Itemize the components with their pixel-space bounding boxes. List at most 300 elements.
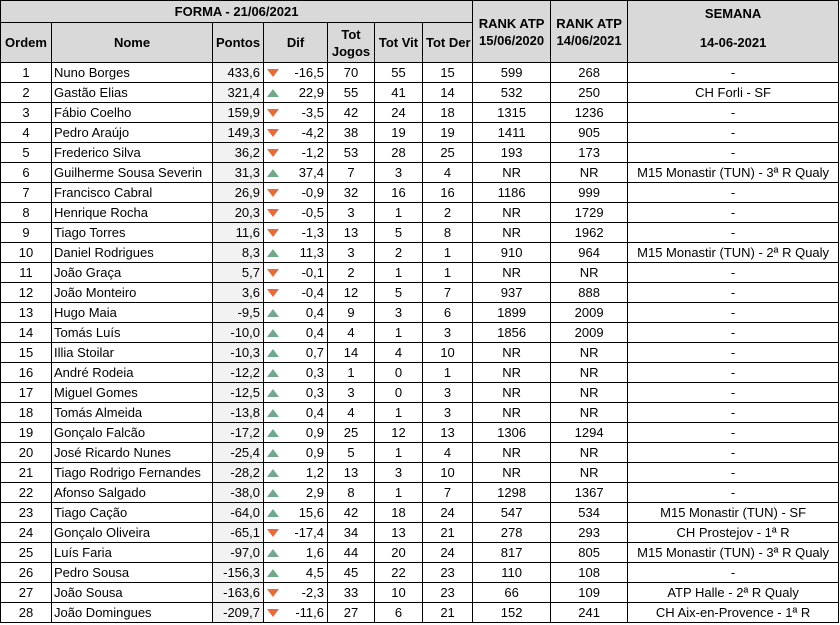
cell-pontos: -65,1 <box>213 523 264 543</box>
dif-value: 0,4 <box>305 324 324 340</box>
cell-tot-jogos: 53 <box>328 143 375 163</box>
table-row[interactable] <box>1 63 839 83</box>
cell-tot-der: 19 <box>423 123 473 143</box>
cell-rank-2020: 152 <box>473 603 551 623</box>
table-title: FORMA - 21/06/2021 <box>1 1 473 23</box>
cell-semana: - <box>628 423 839 443</box>
dif-value: -11,6 <box>295 604 324 620</box>
cell-dif <box>264 363 328 383</box>
cell-pontos: -12,2 <box>213 363 264 383</box>
cell-nome: Luís Faria <box>52 543 213 563</box>
cell-tot-der: 24 <box>423 543 473 563</box>
cell-ordem: 8 <box>1 203 52 223</box>
table-row[interactable] <box>1 143 839 163</box>
cell-tot-vit: 0 <box>375 383 423 403</box>
cell-rank-2021: NR <box>551 363 628 383</box>
cell-tot-vit: 20 <box>375 543 423 563</box>
cell-nome: João Monteiro <box>52 283 213 303</box>
cell-tot-der: 7 <box>423 283 473 303</box>
cell-rank-2020: 1899 <box>473 303 551 323</box>
cell-pontos: 26,9 <box>213 183 264 203</box>
cell-nome: Frederico Silva <box>52 143 213 163</box>
cell-rank-2021: 109 <box>551 583 628 603</box>
header-tot-jogos[interactable] <box>328 23 375 63</box>
cell-rank-2020: NR <box>473 203 551 223</box>
dif-value: 0,3 <box>305 384 324 400</box>
trend-up-icon <box>267 389 279 397</box>
cell-rank-2020: NR <box>473 383 551 403</box>
cell-rank-2020: 66 <box>473 583 551 603</box>
dif-wrapper <box>264 444 324 462</box>
cell-nome: Gonçalo Falcão <box>52 423 213 443</box>
cell-tot-der: 23 <box>423 583 473 603</box>
cell-rank-2020: 1856 <box>473 323 551 343</box>
trend-down-icon <box>267 269 279 277</box>
dif-wrapper <box>264 584 324 602</box>
dif-value: 0,9 <box>305 424 324 440</box>
cell-tot-der: 1 <box>423 243 473 263</box>
cell-tot-der: 10 <box>423 463 473 483</box>
dif-value: 0,4 <box>305 404 324 420</box>
cell-semana: - <box>628 143 839 163</box>
cell-dif <box>264 303 328 323</box>
dif-value: 2,9 <box>305 484 324 500</box>
dif-wrapper <box>264 324 324 342</box>
cell-dif <box>264 163 328 183</box>
dif-wrapper <box>264 344 324 362</box>
cell-rank-2020: 937 <box>473 283 551 303</box>
trend-up-icon <box>267 509 279 517</box>
cell-dif <box>264 283 328 303</box>
cell-nome: José Ricardo Nunes <box>52 443 213 463</box>
cell-tot-jogos: 32 <box>328 183 375 203</box>
dif-value: -3,5 <box>301 104 324 120</box>
trend-down-icon <box>267 229 279 237</box>
cell-tot-jogos: 13 <box>328 463 375 483</box>
dif-value: -4,2 <box>301 124 324 140</box>
dif-wrapper <box>264 364 324 382</box>
header-rank-atp-2021[interactable] <box>551 1 628 63</box>
table-row[interactable] <box>1 303 839 323</box>
cell-rank-2020: 278 <box>473 523 551 543</box>
table-row[interactable] <box>1 203 839 223</box>
table-row[interactable] <box>1 423 839 443</box>
cell-tot-jogos: 45 <box>328 563 375 583</box>
dif-value: -0,4 <box>301 284 324 300</box>
dif-value: 22,9 <box>298 84 324 100</box>
cell-tot-vit: 6 <box>375 603 423 623</box>
cell-tot-vit: 0 <box>375 363 423 383</box>
dif-value: -0,1 <box>301 264 324 280</box>
table-row[interactable] <box>1 263 839 283</box>
cell-dif <box>264 243 328 263</box>
dif-value: -1,2 <box>301 144 324 160</box>
cell-tot-jogos: 44 <box>328 543 375 563</box>
cell-tot-jogos: 55 <box>328 83 375 103</box>
cell-rank-2020: 1186 <box>473 183 551 203</box>
dif-wrapper <box>264 604 324 622</box>
header-tot-vit[interactable]: Tot Vit <box>375 23 423 63</box>
cell-ordem: 22 <box>1 483 52 503</box>
cell-dif <box>264 83 328 103</box>
cell-tot-vit: 3 <box>375 463 423 483</box>
cell-pontos: -38,0 <box>213 483 264 503</box>
table-body <box>1 63 839 623</box>
cell-rank-2020: NR <box>473 223 551 243</box>
cell-semana: - <box>628 383 839 403</box>
dif-value: 0,7 <box>305 344 324 360</box>
cell-pontos: 11,6 <box>213 223 264 243</box>
cell-tot-jogos: 70 <box>328 63 375 83</box>
cell-rank-2021: NR <box>551 163 628 183</box>
cell-rank-2020: 1306 <box>473 423 551 443</box>
table-row[interactable] <box>1 603 839 623</box>
cell-ordem: 14 <box>1 323 52 343</box>
cell-pontos: -13,8 <box>213 403 264 423</box>
dif-wrapper <box>264 84 324 102</box>
cell-dif <box>264 63 328 83</box>
cell-pontos: 20,3 <box>213 203 264 223</box>
cell-rank-2020: 910 <box>473 243 551 263</box>
dif-wrapper <box>264 64 324 82</box>
dif-wrapper <box>264 104 324 122</box>
dif-wrapper <box>264 304 324 322</box>
cell-rank-2021: 964 <box>551 243 628 263</box>
table-row[interactable] <box>1 183 839 203</box>
header-tot-der[interactable]: Tot Der <box>423 23 473 63</box>
cell-nome: Illia Stoilar <box>52 343 213 363</box>
dif-value: 4,5 <box>305 564 324 580</box>
cell-semana: - <box>628 483 839 503</box>
cell-dif <box>264 403 328 423</box>
cell-tot-vit: 5 <box>375 283 423 303</box>
trend-up-icon <box>267 349 279 357</box>
cell-ordem: 20 <box>1 443 52 463</box>
cell-semana: - <box>628 183 839 203</box>
cell-tot-jogos: 33 <box>328 583 375 603</box>
cell-dif <box>264 343 328 363</box>
header-rank-atp-2021-line1: RANK ATP <box>556 15 622 31</box>
cell-dif <box>264 103 328 123</box>
cell-ordem: 18 <box>1 403 52 423</box>
cell-tot-jogos: 42 <box>328 103 375 123</box>
cell-tot-der: 14 <box>423 83 473 103</box>
cell-tot-der: 7 <box>423 483 473 503</box>
cell-tot-vit: 4 <box>375 343 423 363</box>
dif-wrapper <box>264 144 324 162</box>
table-row[interactable] <box>1 503 839 523</box>
cell-rank-2020: NR <box>473 263 551 283</box>
cell-tot-jogos: 9 <box>328 303 375 323</box>
dif-value: 0,3 <box>305 364 324 380</box>
cell-rank-2021: 1367 <box>551 483 628 503</box>
trend-up-icon <box>267 89 279 97</box>
dif-wrapper <box>264 484 324 502</box>
cell-tot-vit: 12 <box>375 423 423 443</box>
cell-ordem: 3 <box>1 103 52 123</box>
header-semana-line1: SEMANA <box>704 6 762 21</box>
cell-ordem: 19 <box>1 423 52 443</box>
cell-semana: M15 Monastir (TUN) - SF <box>628 503 839 523</box>
header-pontos[interactable]: Pontos <box>213 23 264 63</box>
cell-dif <box>264 203 328 223</box>
cell-dif <box>264 263 328 283</box>
cell-nome: Pedro Sousa <box>52 563 213 583</box>
dif-wrapper <box>264 244 324 262</box>
cell-rank-2021: 108 <box>551 563 628 583</box>
cell-ordem: 2 <box>1 83 52 103</box>
cell-ordem: 25 <box>1 543 52 563</box>
dif-value: -0,9 <box>301 184 324 200</box>
cell-tot-vit: 19 <box>375 123 423 143</box>
cell-semana: - <box>628 223 839 243</box>
cell-tot-jogos: 12 <box>328 283 375 303</box>
cell-pontos: -163,6 <box>213 583 264 603</box>
cell-rank-2021: 999 <box>551 183 628 203</box>
cell-rank-2021: NR <box>551 343 628 363</box>
dif-value: -1,3 <box>301 224 324 240</box>
table-row[interactable] <box>1 103 839 123</box>
cell-nome: André Rodeia <box>52 363 213 383</box>
cell-rank-2020: 1315 <box>473 103 551 123</box>
cell-dif <box>264 563 328 583</box>
cell-dif <box>264 123 328 143</box>
cell-rank-2021: NR <box>551 463 628 483</box>
cell-ordem: 4 <box>1 123 52 143</box>
dif-value: 1,2 <box>305 464 324 480</box>
cell-tot-der: 25 <box>423 143 473 163</box>
table-row[interactable] <box>1 523 839 543</box>
cell-semana: - <box>628 323 839 343</box>
table-row[interactable] <box>1 323 839 343</box>
cell-tot-jogos: 2 <box>328 263 375 283</box>
trend-up-icon <box>267 249 279 257</box>
trend-down-icon <box>267 529 279 537</box>
cell-rank-2021: 905 <box>551 123 628 143</box>
table-row[interactable] <box>1 283 839 303</box>
cell-rank-2021: 805 <box>551 543 628 563</box>
cell-semana: ATP Halle - 2ª R Qualy <box>628 583 839 603</box>
cell-tot-der: 8 <box>423 223 473 243</box>
cell-semana: - <box>628 403 839 423</box>
cell-ordem: 27 <box>1 583 52 603</box>
cell-tot-jogos: 3 <box>328 243 375 263</box>
cell-tot-vit: 1 <box>375 203 423 223</box>
trend-up-icon <box>267 429 279 437</box>
cell-dif <box>264 183 328 203</box>
header-ordem[interactable]: Ordem <box>1 23 52 63</box>
cell-ordem: 26 <box>1 563 52 583</box>
dif-value: -17,4 <box>294 524 324 540</box>
cell-nome: Tomás Luís <box>52 323 213 343</box>
table-row[interactable] <box>1 543 839 563</box>
cell-tot-vit: 1 <box>375 323 423 343</box>
trend-down-icon <box>267 109 279 117</box>
cell-ordem: 5 <box>1 143 52 163</box>
cell-ordem: 1 <box>1 63 52 83</box>
cell-pontos: 3,6 <box>213 283 264 303</box>
cell-nome: Henrique Rocha <box>52 203 213 223</box>
trend-down-icon <box>267 189 279 197</box>
cell-tot-jogos: 42 <box>328 503 375 523</box>
cell-rank-2021: NR <box>551 403 628 423</box>
cell-tot-der: 1 <box>423 363 473 383</box>
cell-semana: - <box>628 563 839 583</box>
cell-tot-jogos: 5 <box>328 443 375 463</box>
dif-wrapper <box>264 524 324 542</box>
cell-rank-2021: NR <box>551 383 628 403</box>
cell-ordem: 28 <box>1 603 52 623</box>
cell-nome: João Sousa <box>52 583 213 603</box>
trend-down-icon <box>267 289 279 297</box>
cell-rank-2020: 193 <box>473 143 551 163</box>
cell-nome: Daniel Rodrigues <box>52 243 213 263</box>
cell-tot-der: 23 <box>423 563 473 583</box>
cell-rank-2021: 241 <box>551 603 628 623</box>
header-nome[interactable]: Nome <box>52 23 213 63</box>
dif-wrapper <box>264 124 324 142</box>
cell-dif <box>264 463 328 483</box>
dif-wrapper <box>264 504 324 522</box>
dif-value: -2,3 <box>301 584 324 600</box>
dif-value: 0,9 <box>305 444 324 460</box>
cell-dif <box>264 443 328 463</box>
cell-pontos: -10,3 <box>213 343 264 363</box>
cell-tot-jogos: 27 <box>328 603 375 623</box>
cell-rank-2021: 2009 <box>551 303 628 323</box>
table-row[interactable] <box>1 463 839 483</box>
cell-pontos: -17,2 <box>213 423 264 443</box>
table-row[interactable] <box>1 403 839 423</box>
dif-value: -16,5 <box>294 64 324 80</box>
cell-rank-2021: NR <box>551 263 628 283</box>
table-row[interactable] <box>1 583 839 603</box>
cell-rank-2021: 268 <box>551 63 628 83</box>
cell-rank-2021: 534 <box>551 503 628 523</box>
table-row[interactable] <box>1 123 839 143</box>
table-row[interactable] <box>1 483 839 503</box>
cell-ordem: 10 <box>1 243 52 263</box>
cell-tot-vit: 16 <box>375 183 423 203</box>
cell-tot-vit: 1 <box>375 403 423 423</box>
header-rank-atp-2020-line1: RANK ATP <box>478 15 545 31</box>
cell-tot-der: 18 <box>423 103 473 123</box>
cell-tot-jogos: 25 <box>328 423 375 443</box>
cell-nome: Tomás Almeida <box>52 403 213 423</box>
cell-pontos: 5,7 <box>213 263 264 283</box>
cell-tot-der: 21 <box>423 603 473 623</box>
trend-up-icon <box>267 169 279 177</box>
cell-dif <box>264 143 328 163</box>
cell-pontos: 31,3 <box>213 163 264 183</box>
cell-tot-der: 4 <box>423 163 473 183</box>
cell-tot-vit: 10 <box>375 583 423 603</box>
header-dif[interactable]: Dif <box>264 23 328 63</box>
cell-nome: Tiago Rodrigo Fernandes <box>52 463 213 483</box>
cell-nome: Guilherme Sousa Severin <box>52 163 213 183</box>
cell-semana: M15 Monastir (TUN) - 2ª R Qualy <box>628 243 839 263</box>
cell-rank-2020: 1411 <box>473 123 551 143</box>
header-rank-atp-2020[interactable] <box>473 1 551 63</box>
trend-up-icon <box>267 549 279 557</box>
cell-tot-der: 2 <box>423 203 473 223</box>
trend-down-icon <box>267 209 279 217</box>
cell-tot-der: 3 <box>423 403 473 423</box>
table-row[interactable] <box>1 343 839 363</box>
cell-pontos: -209,7 <box>213 603 264 623</box>
dif-wrapper <box>264 284 324 302</box>
cell-tot-vit: 13 <box>375 523 423 543</box>
cell-rank-2020: 817 <box>473 543 551 563</box>
cell-rank-2020: 547 <box>473 503 551 523</box>
cell-ordem: 13 <box>1 303 52 323</box>
cell-nome: Nuno Borges <box>52 63 213 83</box>
table-row[interactable] <box>1 163 839 183</box>
header-semana-line2: 14-06-2021 <box>699 35 767 50</box>
cell-tot-jogos: 4 <box>328 323 375 343</box>
cell-nome: Gonçalo Oliveira <box>52 523 213 543</box>
dif-wrapper <box>264 224 324 242</box>
cell-tot-der: 13 <box>423 423 473 443</box>
cell-nome: João Domingues <box>52 603 213 623</box>
dif-wrapper <box>264 204 324 222</box>
cell-ordem: 24 <box>1 523 52 543</box>
table-row[interactable] <box>1 443 839 463</box>
cell-pontos: 433,6 <box>213 63 264 83</box>
cell-pontos: 8,3 <box>213 243 264 263</box>
table-row[interactable] <box>1 363 839 383</box>
trend-down-icon <box>267 589 279 597</box>
cell-tot-vit: 1 <box>375 263 423 283</box>
cell-dif <box>264 423 328 443</box>
cell-rank-2021: 1962 <box>551 223 628 243</box>
table-row[interactable] <box>1 223 839 243</box>
table-row[interactable] <box>1 563 839 583</box>
dif-value: 37,4 <box>298 164 324 180</box>
cell-pontos: -156,3 <box>213 563 264 583</box>
cell-semana: M15 Monastir (TUN) - 3ª R Qualy <box>628 543 839 563</box>
trend-up-icon <box>267 469 279 477</box>
table-row[interactable] <box>1 243 839 263</box>
cell-tot-vit: 1 <box>375 443 423 463</box>
header-rank-atp-2020-line2: 15/06/2020 <box>479 32 545 48</box>
cell-semana: - <box>628 463 839 483</box>
table-row[interactable] <box>1 83 839 103</box>
table-row[interactable] <box>1 383 839 403</box>
cell-ordem: 7 <box>1 183 52 203</box>
cell-tot-jogos: 8 <box>328 483 375 503</box>
dif-value: 15,6 <box>298 504 324 520</box>
trend-down-icon <box>267 129 279 137</box>
dif-value: 11,3 <box>299 244 324 260</box>
trend-up-icon <box>267 449 279 457</box>
cell-rank-2021: 1294 <box>551 423 628 443</box>
cell-tot-jogos: 38 <box>328 123 375 143</box>
cell-semana: - <box>628 263 839 283</box>
cell-dif <box>264 223 328 243</box>
cell-tot-jogos: 1 <box>328 363 375 383</box>
cell-pontos: -25,4 <box>213 443 264 463</box>
dif-wrapper <box>264 544 324 562</box>
dif-value: 1,6 <box>305 544 324 560</box>
header-tot-jogos-line1: Tot <box>341 26 361 42</box>
cell-nome: Hugo Maia <box>52 303 213 323</box>
cell-dif <box>264 543 328 563</box>
cell-tot-vit: 2 <box>375 243 423 263</box>
cell-pontos: 149,3 <box>213 123 264 143</box>
cell-rank-2021: 1236 <box>551 103 628 123</box>
header-semana[interactable] <box>628 1 839 63</box>
